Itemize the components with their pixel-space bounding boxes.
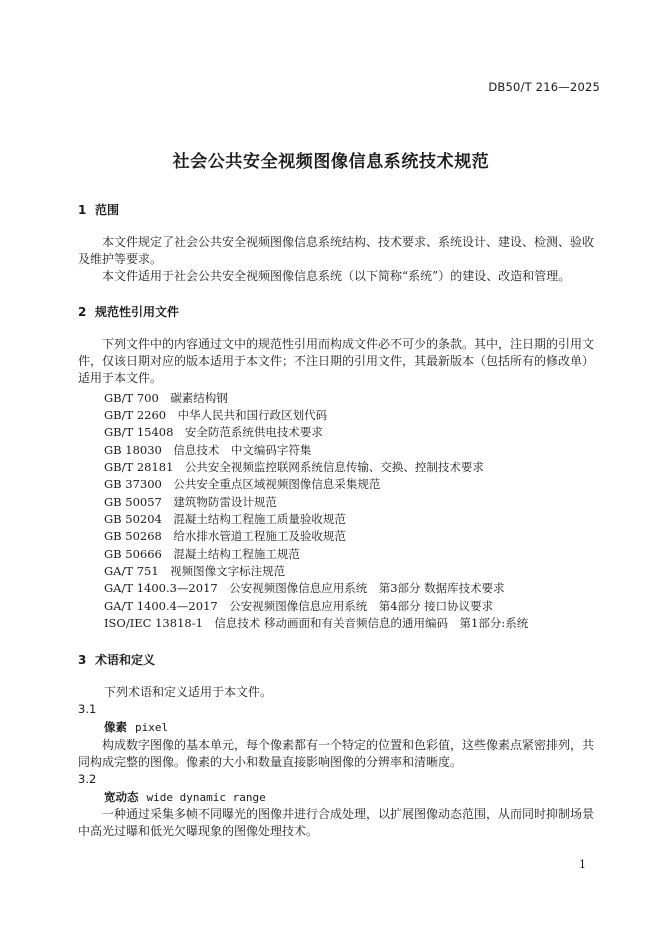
document-title: 社会公共安全视频图像信息系统技术规范 <box>172 152 490 172</box>
reference-item: GA/T 1400.3—2017 公安视频图像信息应用系统 第3部分 数据库技术要求 <box>104 581 505 595</box>
term-definition: 一种通过采集多帧不同曝光的图像并进行合成处理，以扩展图像动态范围，从而同时抑制场景中高光过曝和低光欠曝现象的图像处理技术。 <box>78 807 595 838</box>
term-definition: 构成数字图像的基本单元，每个像素都有一个特定的位置和色彩值，这些像素点紧密排列，共同构成完整的图像。像素的大小和数量直接影响图像的分辨率和清晰度。 <box>78 738 595 769</box>
term-en: wide dynamic range <box>146 791 266 804</box>
term-zh: 像素 <box>104 720 127 734</box>
reference-item: GB 50666 混凝土结构工程施工规范 <box>104 547 300 561</box>
section-number: 2 <box>78 305 87 319</box>
term-zh: 宽动态 <box>104 790 139 804</box>
term-number: 3.2 <box>78 772 97 786</box>
reference-item: GB 50057 建筑物防雷设计规范 <box>104 495 277 509</box>
reference-item: GB/T 15408 安全防范系统供电技术要求 <box>104 425 323 439</box>
reference-item: GA/T 751 视频图像文字标注规范 <box>104 564 286 578</box>
section-title: 规范性引用文件 <box>95 305 180 319</box>
reference-item: GB 50268 给水排水管道工程施工及验收规范 <box>104 529 346 543</box>
section-title: 术语和定义 <box>95 653 156 667</box>
reference-item: ISO/IEC 13818-1 信息技术 移动画面和有关音频信息的通用编码 第1部分:系统 <box>104 616 529 630</box>
normative-intro: 下列文件中的内容通过文中的规范性引用而构成文件必不可少的条款。其中，注日期的引用文件，仅该日期对应的版本适用于本文件；不注日期的引用文件，其最新版本（包括所有的修改单）适用于本文件。 <box>78 337 595 385</box>
section-number: 3 <box>78 653 87 667</box>
reference-item: GB 37300 公共安全重点区域视频图像信息采集规范 <box>104 477 381 491</box>
reference-item: GB/T 700 碳素结构钢 <box>104 391 228 405</box>
reference-item: GB 50204 混凝土结构工程施工质量验收规范 <box>104 512 346 526</box>
section-heading-terms <box>78 651 155 668</box>
section-heading-scope <box>78 201 119 218</box>
standard-code: DB50/T 216—2025 <box>488 80 600 94</box>
scope-paragraph-1: 本文件规定了社会公共安全视频图像信息系统结构、技术要求、系统设计、建设、检测、验收及维护等要求。 <box>78 235 595 266</box>
scope-paragraph-2: 本文件适用于社会公共安全视频图像信息系统（以下简称“系统”）的建设、改造和管理。 <box>102 269 571 283</box>
terms-intro: 下列术语和定义适用于本文件。 <box>104 685 273 699</box>
reference-item: GB/T 2260 中华人民共和国行政区划代码 <box>104 408 328 422</box>
section-number: 1 <box>78 203 87 217</box>
page-number: 1 <box>579 858 586 871</box>
reference-item: GB/T 28181 公共安全视频监控联网系统信息传输、交换、控制技术要求 <box>104 460 484 474</box>
reference-item: GB 18030 信息技术 中文编码字符集 <box>104 443 312 457</box>
section-title: 范围 <box>95 203 120 217</box>
term-en: pixel <box>135 721 169 734</box>
term-title <box>104 789 266 805</box>
term-title <box>104 719 168 735</box>
term-number: 3.1 <box>78 702 97 716</box>
reference-item: GA/T 1400.4—2017 公安视频图像信息应用系统 第4部分 接口协议要求 <box>104 599 494 613</box>
section-heading-normative <box>78 303 179 320</box>
